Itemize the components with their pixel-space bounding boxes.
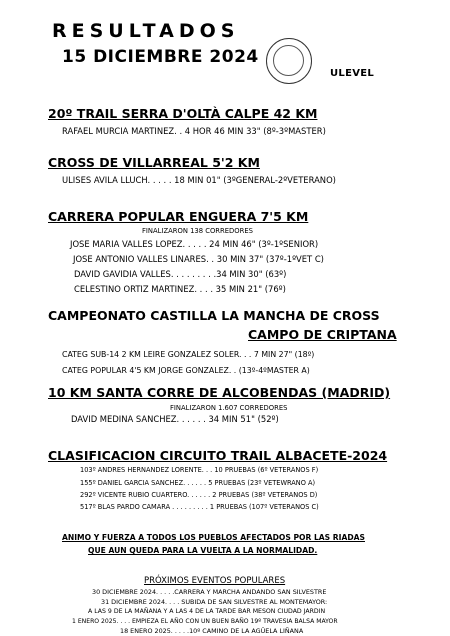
result-line: DAVID MEDINA SANCHEZ. . . . . . 34 MIN 51" (52º)	[71, 414, 279, 424]
club-seal-logo	[266, 38, 312, 84]
result-line: JOSE MARIA VALLES LOPEZ. . . . . 24 MIN 46" (3º-1ºSENIOR)	[70, 239, 319, 249]
events-heading: PRÓXIMOS EVENTOS POPULARES	[144, 576, 286, 586]
support-note-line2: QUE AUN QUEDA PARA LA VUELTA A LA NORMALIDAD.	[88, 546, 318, 555]
section-heading-enguera: CARRERA POPULAR ENGUERA 7'5 KM	[48, 209, 309, 224]
event-line: 18 ENERO 2025. . . . .10º CAMINO DE LA AGÜELA LIÑANA	[120, 627, 304, 635]
finishers-count: FINALIZARON 1.607 CORREDORES	[170, 404, 288, 412]
section-heading-criptana: CAMPEONATO CASTILLA LA MANCHA DE CROSS	[48, 308, 380, 323]
section-heading-villarreal: CROSS DE VILLARREAL 5'2 KM	[48, 155, 260, 170]
result-line: ULISES AVILA LLUCH. . . . . 18 MIN 01" (3ºGENERAL-2ºVETERANO)	[62, 175, 336, 185]
event-line: 1 ENERO 2025. . . . EMPIEZA EL AÑO CON UN BUEN BAÑO 19º TRAVESIA BALSA MAYOR	[72, 618, 338, 625]
ranking-line: 292º VICENTE RUBIO CUARTERO. . . . . . 2 PRUEBAS (38º VETERANOS D)	[80, 491, 318, 499]
page-title: RESULTADOS	[52, 20, 240, 42]
ranking-line: 155º DANIEL GARCIA SANCHEZ. . . . . . 5 PRUEBAS (23º VETEWRANO A)	[80, 479, 316, 487]
ranking-line: 517º BLAS PARDO CAMARA . . . . . . . . . 1 PRUEBAS (107º VETERANOS C)	[80, 503, 319, 511]
section-subheading-criptana: CAMPO DE CRIPTANA	[248, 327, 397, 342]
event-line: A LAS 9 DE LA MAÑANA Y A LAS 4 DE LA TARDE BAR MESON CIUDAD JARDIN	[88, 608, 326, 615]
result-line: RAFAEL MURCIA MARTINEZ. . 4 HOR 46 MIN 33" (8º-3ºMASTER)	[62, 126, 326, 136]
section-heading-circuito: CLASIFICACION CIRCUITO TRAIL ALBACETE-2024	[48, 448, 388, 463]
event-line: 31 DICIEMBRE 2024. . . . SUBIDA DE SAN SILVESTRE AL MONTEMAYOR:	[101, 598, 328, 606]
section-heading-calpe: 20º TRAIL SERRA D'OLTÀ CALPE 42 KM	[48, 106, 318, 121]
result-line: JOSE ANTONIO VALLES LINARES. . 30 MIN 37" (37º-1ºVET C)	[73, 254, 324, 264]
ranking-line: 103º ANDRES HERNANDEZ LORENTE. . . 10 PRUEBAS (6º VETERANOS F)	[80, 466, 319, 474]
section-heading-alcobendas: 10 KM SANTA CORRE DE ALCOBENDAS (MADRID)	[48, 385, 391, 400]
result-line: CATEG POPULAR 4'5 KM JORGE GONZALEZ. . (13º-4ºMASTER A)	[62, 366, 310, 375]
event-line: 30 DICIEMBRE 2024. . . . .CARRERA Y MARCHA ANDANDO SAN SILVESTRE	[92, 588, 327, 596]
result-line: CATEG SUB-14 2 KM LEIRE GONZALEZ SOLER. . . 7 MIN 27" (18º)	[62, 350, 315, 359]
support-note-line1: ANIMO Y FUERZA A TODOS LOS PUEBLOS AFECTADOS POR LAS RIADAS	[62, 533, 365, 542]
result-line: DAVID GAVIDIA VALLES. . . . . . . . .34 MIN 30" (63º)	[74, 269, 287, 279]
brand-logo: ULEVEL	[330, 68, 375, 79]
result-line: CELESTINO ORTIZ MARTINEZ. . . . 35 MIN 21" (76º)	[74, 284, 286, 294]
page-date: 15 DICIEMBRE 2024	[62, 47, 259, 67]
finishers-count: FINALIZARON 138 CORREDORES	[142, 227, 253, 235]
